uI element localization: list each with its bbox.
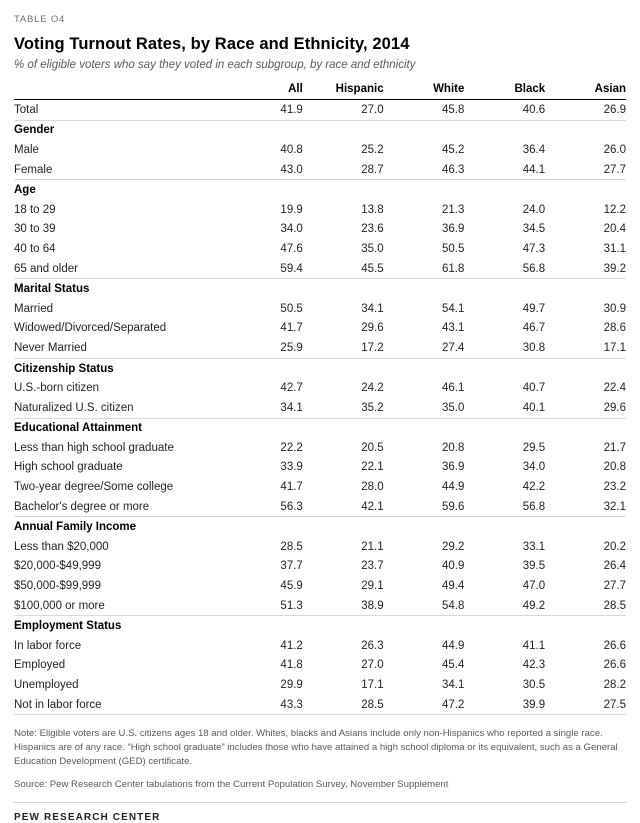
row-value: 43.1	[441, 322, 465, 335]
row-value: 23.6	[361, 223, 384, 236]
row-value: 27.0	[361, 659, 384, 672]
row-value: 32.1	[545, 497, 626, 517]
row-value: 42.1	[303, 497, 384, 517]
row-value: 27.7	[603, 580, 626, 593]
row-value: 47.2	[384, 695, 465, 715]
row-value	[303, 120, 384, 140]
row-value: 35.0	[384, 398, 465, 418]
row-value	[384, 180, 465, 200]
row-value	[384, 418, 465, 438]
row-value: 38.9	[303, 596, 384, 616]
row-value: 40.9	[441, 560, 465, 573]
row-label: $100,000 or more	[14, 596, 222, 616]
row-value: 45.9	[280, 580, 303, 593]
row-value: 45.5	[303, 259, 384, 279]
row-value: 44.9	[441, 639, 465, 652]
row-label: Total	[14, 100, 222, 121]
row-value	[303, 418, 384, 438]
turnout-table	[14, 83, 626, 715]
row-value: 20.5	[361, 441, 384, 454]
row-value	[384, 358, 465, 378]
row-value	[545, 120, 626, 140]
row-value: 27.4	[384, 338, 465, 358]
table-row	[14, 517, 626, 537]
row-value	[384, 616, 465, 636]
row-value: 23.7	[361, 560, 384, 573]
table-row	[14, 418, 626, 438]
table-row	[14, 438, 626, 458]
row-group-label: Marital Status	[14, 283, 90, 296]
row-value: 39.5	[522, 560, 546, 573]
row-value	[464, 120, 545, 140]
row-value: 24.0	[522, 203, 546, 216]
row-value: 46.7	[522, 322, 546, 335]
row-value	[464, 418, 545, 438]
row-label: Female	[14, 160, 222, 180]
row-value: 36.9	[441, 223, 465, 236]
row-label: Never Married	[14, 338, 222, 358]
row-group-label: Citizenship Status	[14, 362, 114, 375]
table-row	[14, 576, 626, 596]
row-value: 59.4	[222, 259, 303, 279]
row-value: 26.6	[603, 639, 626, 652]
row-value	[303, 616, 384, 636]
row-label: In labor force	[14, 639, 82, 652]
row-value	[384, 279, 465, 299]
row-group-label: Educational Attainment	[14, 422, 142, 435]
row-value: 28.2	[603, 679, 626, 692]
row-value: 42.2	[522, 481, 546, 494]
row-value: 41.2	[280, 639, 303, 652]
row-value	[303, 180, 384, 200]
table-label: TABLE O4	[14, 14, 66, 25]
row-value: 25.9	[222, 338, 303, 358]
row-value: 26.0	[603, 143, 626, 156]
row-label: Two-year degree/Some college	[14, 481, 174, 494]
row-value	[222, 279, 303, 299]
row-value: 33.1	[522, 540, 546, 553]
row-group-label: Gender	[14, 124, 55, 137]
table-row	[14, 695, 626, 715]
table-row	[14, 338, 626, 358]
table-row	[14, 458, 626, 478]
row-value: 45.8	[384, 100, 465, 121]
row-value: 49.4	[441, 580, 465, 593]
row-value: 34.1	[361, 302, 384, 315]
table-row	[14, 616, 626, 636]
row-value: 40.6	[464, 100, 545, 121]
row-value: 54.1	[441, 302, 465, 315]
row-value: 36.9	[441, 461, 465, 474]
row-value	[222, 358, 303, 378]
row-value: 28.5	[303, 695, 384, 715]
row-value: 24.2	[361, 382, 384, 395]
row-value	[464, 517, 545, 537]
table-row	[14, 378, 626, 398]
row-label: Married	[14, 302, 53, 315]
table-row	[14, 596, 626, 616]
table-row	[14, 636, 626, 656]
table-row	[14, 656, 626, 676]
row-value: 40.7	[522, 382, 546, 395]
row-value: 20.2	[603, 540, 626, 553]
row-value: 34.1	[441, 679, 465, 692]
row-value	[303, 358, 384, 378]
row-value: 50.5	[441, 242, 465, 255]
table-row	[14, 477, 626, 497]
row-group-label: Age	[14, 184, 36, 197]
row-value: 35.0	[361, 242, 384, 255]
row-label: 40 to 64	[14, 242, 56, 255]
row-value: 22.4	[603, 382, 626, 395]
row-value: 30.8	[464, 338, 545, 358]
row-value: 27.7	[545, 160, 626, 180]
row-label: Employed	[14, 659, 66, 672]
row-group-label: Employment Status	[14, 620, 122, 633]
row-value	[384, 517, 465, 537]
row-value: 45.2	[441, 143, 465, 156]
row-value: 34.1	[222, 398, 303, 418]
row-value: 47.0	[522, 580, 546, 593]
row-value: 26.3	[361, 639, 384, 652]
page-title: Voting Turnout Rates, by Race and Ethnicity, 2014	[14, 35, 410, 53]
row-value	[545, 180, 626, 200]
row-label: 18 to 29	[14, 203, 56, 216]
column-header-white: White	[384, 83, 465, 100]
row-value	[464, 358, 545, 378]
row-value: 28.5	[545, 596, 626, 616]
table-row	[14, 675, 626, 695]
row-value: 29.5	[522, 441, 546, 454]
row-value: 28.7	[303, 160, 384, 180]
row-label: High school graduate	[14, 461, 123, 474]
row-label: Widowed/Divorced/Separated	[14, 322, 167, 335]
row-value: 51.3	[222, 596, 303, 616]
table-row	[14, 140, 626, 160]
table-row	[14, 100, 626, 121]
table-body	[14, 100, 626, 715]
row-value: 17.1	[361, 679, 384, 692]
row-value: 45.4	[441, 659, 465, 672]
row-value: 44.9	[441, 481, 465, 494]
row-label: Bachelor's degree or more	[14, 497, 222, 517]
row-value: 61.8	[384, 259, 465, 279]
row-value: 41.1	[522, 639, 546, 652]
table-row	[14, 120, 626, 140]
row-label: U.S.-born citizen	[14, 382, 100, 395]
row-value: 29.2	[441, 540, 465, 553]
column-header-hispanic: Hispanic	[303, 83, 384, 100]
row-value: 22.2	[280, 441, 303, 454]
row-value: 54.8	[384, 596, 465, 616]
row-label: 30 to 39	[14, 223, 56, 236]
row-value: 39.9	[464, 695, 545, 715]
row-value: 49.7	[522, 302, 546, 315]
row-value: 29.6	[361, 322, 384, 335]
table-row	[14, 220, 626, 240]
table-source: Source: Pew Research Center tabulations from the Current Population Survey, November Supplement	[14, 779, 449, 791]
row-value	[545, 279, 626, 299]
row-value: 20.8	[603, 461, 626, 474]
row-value: 41.7	[280, 481, 303, 494]
row-value: 17.1	[545, 338, 626, 358]
column-header-asian: Asian	[545, 83, 626, 100]
row-value: 56.8	[464, 497, 545, 517]
row-value	[222, 120, 303, 140]
row-value: 13.8	[361, 203, 384, 216]
table-row	[14, 239, 626, 259]
row-value: 47.3	[522, 242, 546, 255]
row-value: 47.6	[280, 242, 303, 255]
row-value: 46.3	[384, 160, 465, 180]
row-value	[464, 279, 545, 299]
row-group-label: Annual Family Income	[14, 521, 137, 534]
row-value	[464, 180, 545, 200]
row-label: Naturalized U.S. citizen	[14, 398, 222, 418]
row-value: 29.1	[361, 580, 384, 593]
row-value: 34.5	[522, 223, 546, 236]
row-value	[303, 517, 384, 537]
column-header-all: All	[222, 83, 303, 100]
row-value: 36.4	[522, 143, 546, 156]
row-value	[464, 616, 545, 636]
row-value: 43.3	[222, 695, 303, 715]
row-value: 40.8	[280, 143, 303, 156]
row-label: 65 and older	[14, 259, 222, 279]
page-subtitle: % of eligible voters who say they voted in each subgroup, by race and ethnicity	[14, 59, 416, 71]
row-value: 29.6	[545, 398, 626, 418]
row-value: 56.8	[464, 259, 545, 279]
row-value: 22.1	[361, 461, 384, 474]
row-value: 56.3	[222, 497, 303, 517]
row-value: 28.5	[280, 540, 303, 553]
row-value	[545, 517, 626, 537]
row-value: 42.7	[280, 382, 303, 395]
row-value: 33.9	[280, 461, 303, 474]
row-label: $50,000-$99,999	[14, 580, 101, 593]
column-header-category	[14, 83, 222, 100]
row-value: 49.2	[464, 596, 545, 616]
table-row	[14, 279, 626, 299]
row-label: Less than high school graduate	[14, 441, 174, 454]
table-row	[14, 200, 626, 220]
row-value: 17.2	[303, 338, 384, 358]
row-value: 39.2	[545, 259, 626, 279]
row-value: 59.6	[384, 497, 465, 517]
table-row	[14, 299, 626, 319]
row-value: 27.0	[303, 100, 384, 121]
row-value: 41.9	[222, 100, 303, 121]
row-value: 34.0	[522, 461, 546, 474]
row-value: 26.9	[545, 100, 626, 121]
row-label: Less than $20,000	[14, 540, 109, 553]
row-value	[222, 180, 303, 200]
row-value	[222, 517, 303, 537]
table-header-row	[14, 83, 626, 100]
row-value: 12.2	[603, 203, 626, 216]
row-label: Not in labor force	[14, 695, 222, 715]
row-value	[303, 279, 384, 299]
row-value: 25.2	[361, 143, 384, 156]
row-value: 21.3	[441, 203, 465, 216]
row-value: 19.9	[280, 203, 303, 216]
brand-footer: PEW RESEARCH CENTER	[14, 812, 161, 823]
row-value: 37.7	[280, 560, 303, 573]
row-value	[384, 120, 465, 140]
row-value: 41.7	[280, 322, 303, 335]
row-value: 27.5	[545, 695, 626, 715]
row-label: Male	[14, 143, 39, 156]
table-row	[14, 160, 626, 180]
row-value	[222, 418, 303, 438]
table-row	[14, 319, 626, 339]
table-row	[14, 497, 626, 517]
row-value: 46.1	[441, 382, 465, 395]
row-value: 43.0	[222, 160, 303, 180]
row-value: 30.5	[522, 679, 546, 692]
row-value: 29.9	[280, 679, 303, 692]
table-row	[14, 557, 626, 577]
row-value: 28.0	[361, 481, 384, 494]
row-value: 20.4	[603, 223, 626, 236]
row-value: 21.1	[361, 540, 384, 553]
row-value: 34.0	[280, 223, 303, 236]
table-row	[14, 398, 626, 418]
table-row	[14, 259, 626, 279]
row-value: 20.8	[441, 441, 465, 454]
row-value: 31.1	[603, 242, 626, 255]
table-notes: Note: Eligible voters are U.S. citizens ages 18 and older. Whites, blacks and Asians include only non-Hispanics who reported a single race. Hispanics are of any race. “High school graduate” includes those who have attained a high school diploma or its equivalent, such as a General Education Development (GED) certificate.	[14, 728, 618, 767]
table-row	[14, 180, 626, 200]
row-value	[545, 418, 626, 438]
row-value: 35.2	[303, 398, 384, 418]
row-value: 23.2	[603, 481, 626, 494]
row-value	[545, 616, 626, 636]
row-value	[222, 616, 303, 636]
row-value: 26.6	[603, 659, 626, 672]
row-label: $20,000-$49,999	[14, 560, 101, 573]
row-value: 44.1	[464, 160, 545, 180]
row-value: 30.9	[603, 302, 626, 315]
row-value: 42.3	[522, 659, 546, 672]
row-value: 41.8	[280, 659, 303, 672]
row-value: 26.4	[603, 560, 626, 573]
row-value	[545, 358, 626, 378]
row-value: 40.1	[464, 398, 545, 418]
row-value: 50.5	[280, 302, 303, 315]
row-label: Unemployed	[14, 679, 79, 692]
table-row	[14, 358, 626, 378]
table-row	[14, 537, 626, 557]
row-value: 21.7	[603, 441, 626, 454]
row-value: 28.6	[603, 322, 626, 335]
column-header-black: Black	[464, 83, 545, 100]
